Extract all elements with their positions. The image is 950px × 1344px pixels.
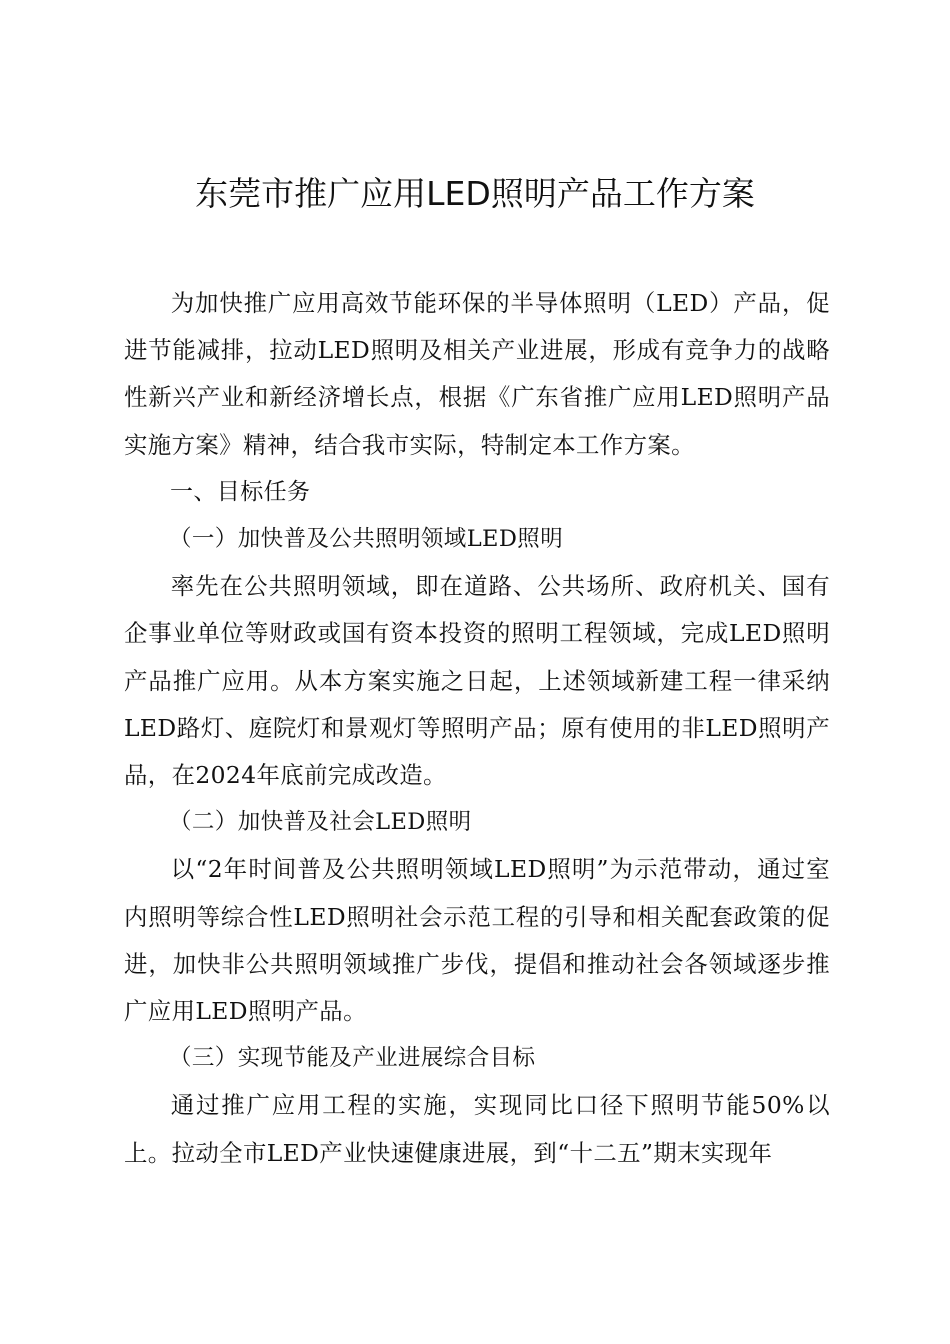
paragraph-energy-goals: 通过推广应用工程的实施，实现同比口径下照明节能50%以上。拉动全市LED产业快速健康进展，到“十二五”期末实现年 <box>124 1091 830 1167</box>
subsection-heading-social-lighting: （二）加快普及社会LED照明 <box>169 809 472 836</box>
intro-paragraph: 为加快推广应用高效节能环保的半导体照明（LED）产品，促进节能减排，拉动LED照明及相关产业进展，形成有竞争力的战略性新兴产业和新经济增长点，根据《广东省推广应用LED照明产品实施方案》精神，结合我市实际，特制定本工作方案。 <box>124 289 830 459</box>
paragraph-public-lighting: 率先在公共照明领域，即在道路、公共场所、政府机关、国有企事业单位等财政或国有资本投资的照明工程领域，完成LED照明产品推广应用。从本方案实施之日起，上述领域新建工程一律采纳LED路灯、庭院灯和景观灯等照明产品；原有使用的非LED照明产品，在2024年底前完成改造。 <box>124 572 830 790</box>
section-heading-targets: 一、目标任务 <box>170 478 311 505</box>
subsection-heading-energy-goals: （三）实现节能及产业进展综合目标 <box>169 1045 536 1072</box>
document-body <box>124 280 830 1177</box>
subsection-heading-public-lighting: （一）加快普及公共照明领域LED照明 <box>169 526 564 553</box>
paragraph-social-lighting: 以“2年时间普及公共照明领域LED照明”为示范带动，通过室内照明等综合性LED照明社会示范工程的引导和相关配套政策的促进，加快非公共照明领域推广步伐，提倡和推动社会各领域逐步推广应用LED照明产品。 <box>124 855 830 1026</box>
document-title: 东莞市推广应用LED照明产品工作方案 <box>195 174 755 213</box>
